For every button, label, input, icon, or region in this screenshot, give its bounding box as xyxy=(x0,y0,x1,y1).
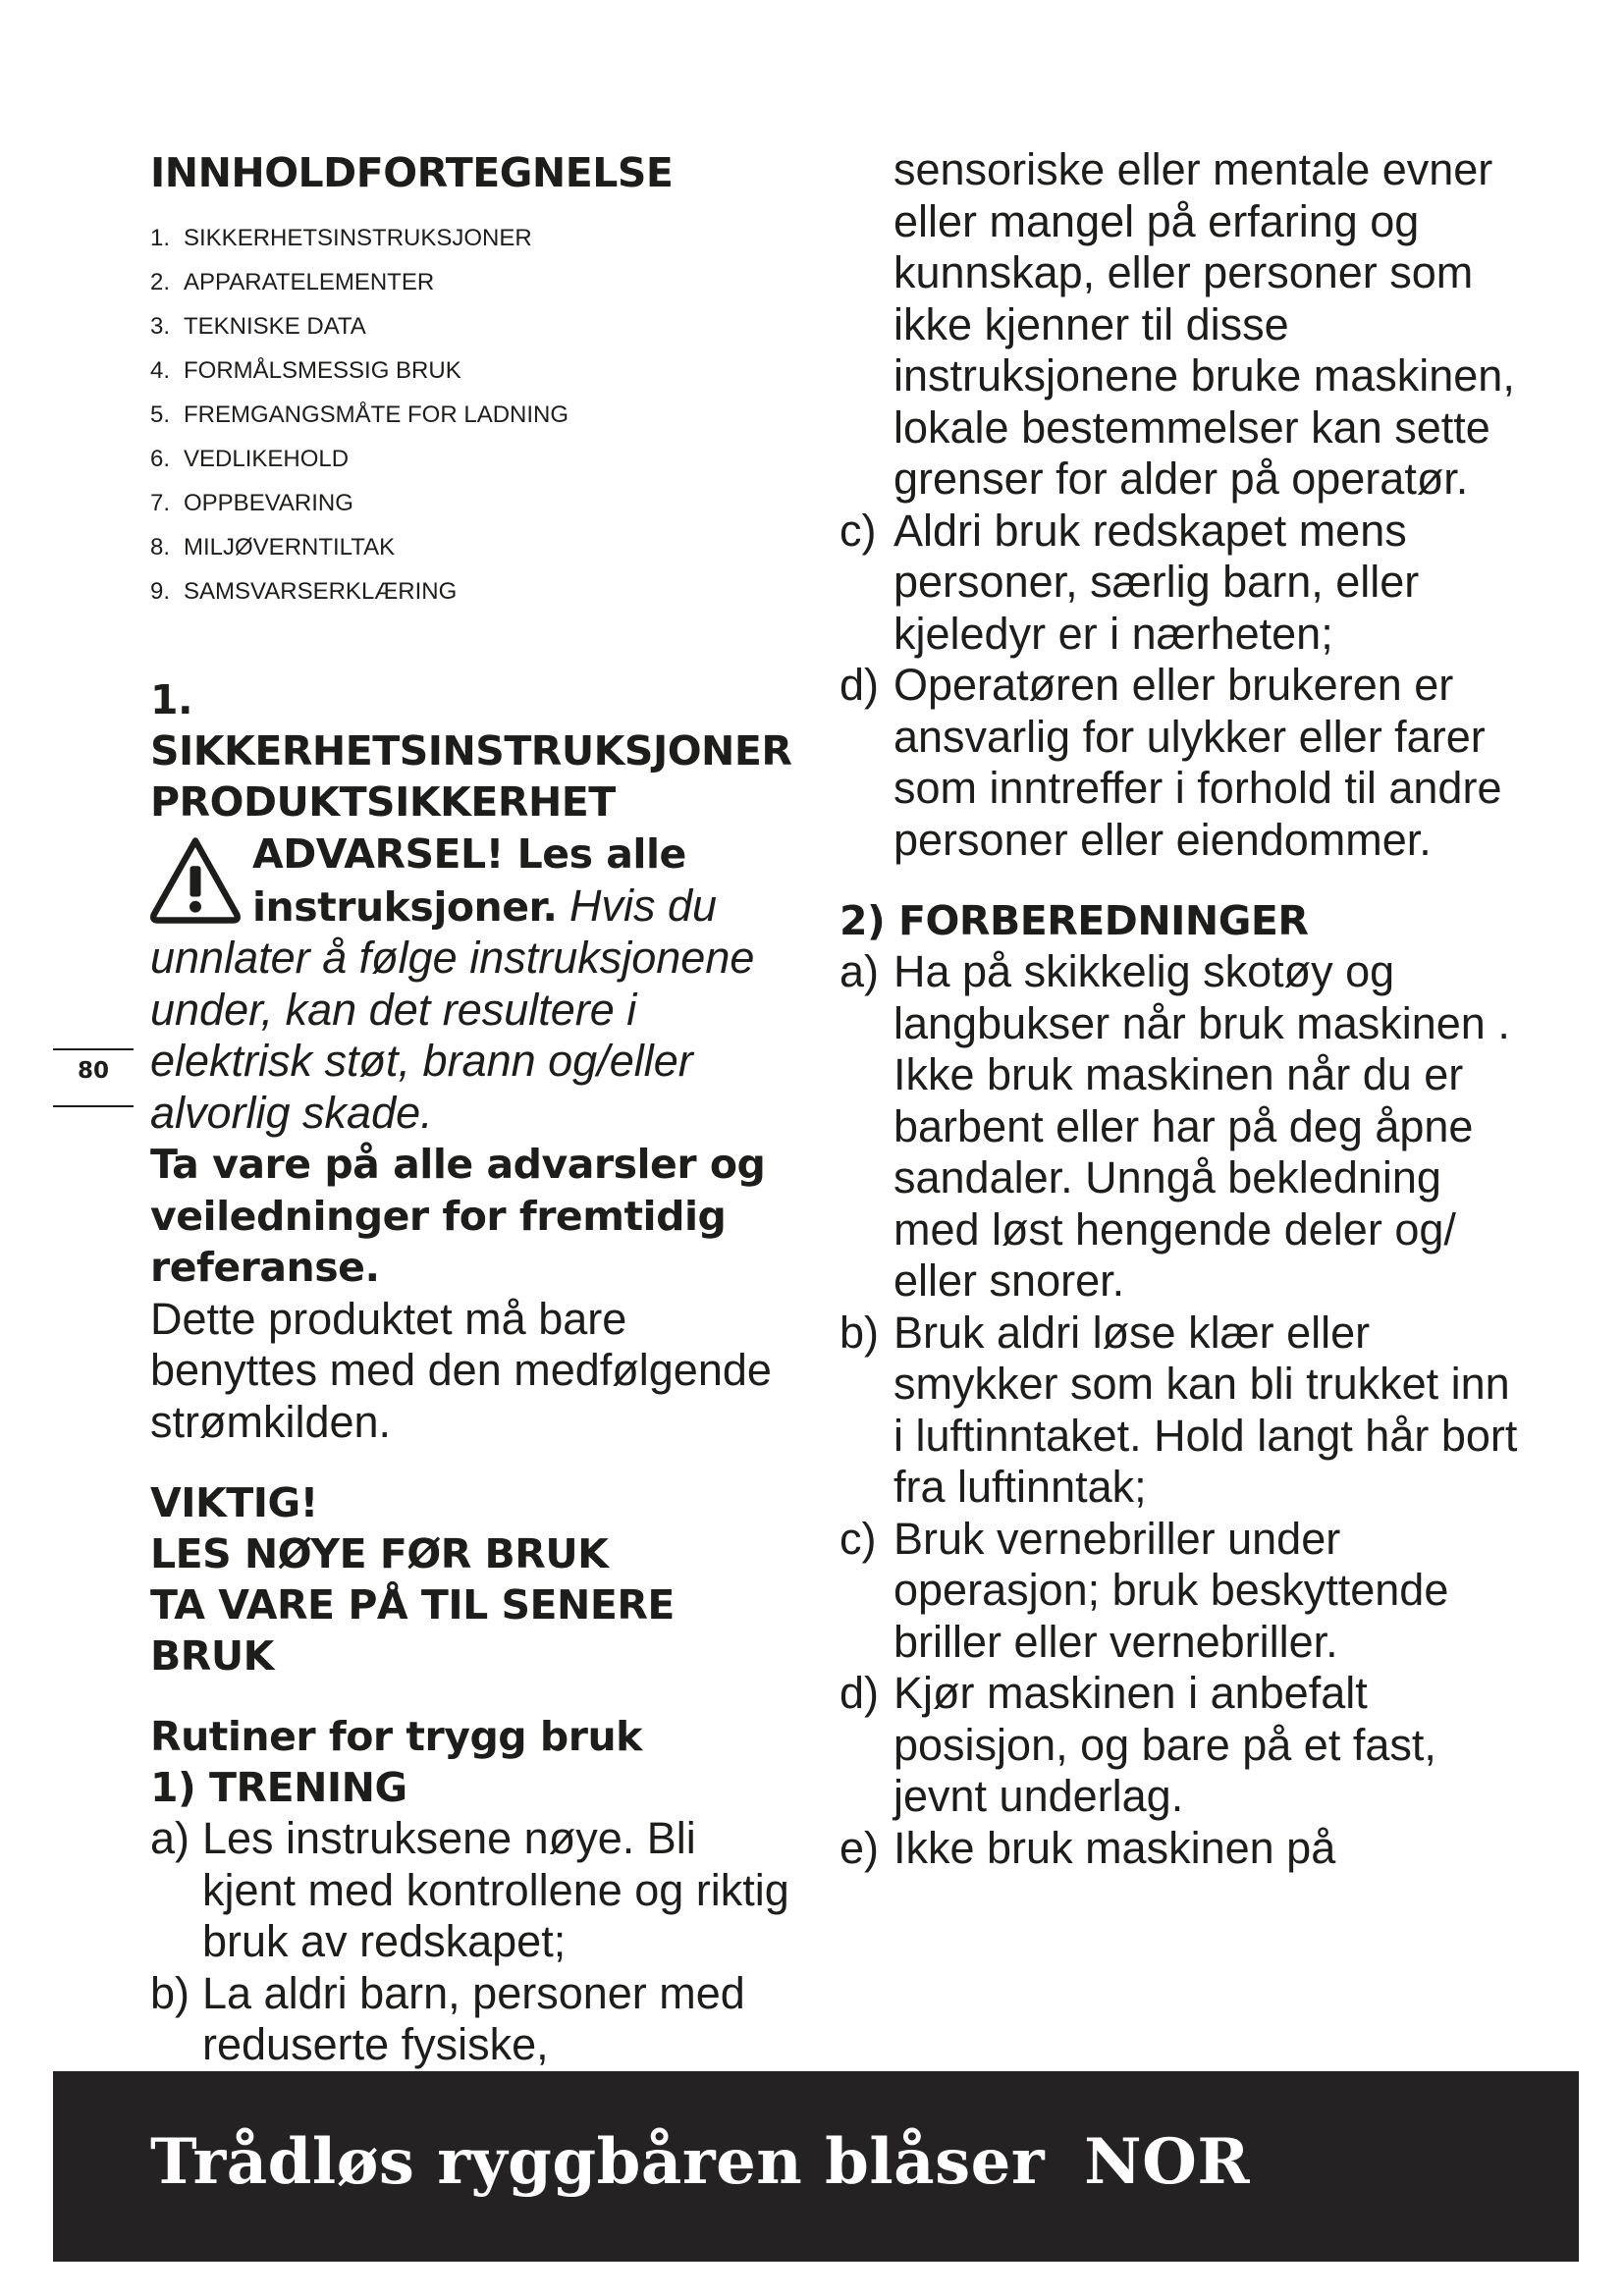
section2-heading: 2) FORBEREDNINGER xyxy=(839,897,1309,944)
warning-title: ADVARSEL! Les alle instruksjoner. xyxy=(252,830,686,931)
toc-item[interactable]: 1. SIKKERHETSINSTRUKSJONER xyxy=(150,225,532,251)
toc-title: INNHOLDFORTEGNELSE xyxy=(150,149,674,196)
page-number: 80 xyxy=(77,1058,109,1084)
product-title: Trådløs ryggbåren blåser xyxy=(150,2125,1046,2199)
left-column xyxy=(150,137,798,2071)
right-column xyxy=(839,144,1527,1874)
toc-item[interactable]: 8. MILJØVERNTILTAK xyxy=(150,534,396,561)
power-source-text: Dette produktet må bare benyttes med den medfølgende strømkilden. xyxy=(150,1293,772,1447)
warning-block xyxy=(150,828,798,1139)
list-item: a) Les instruksene nøye. Bli kjent med kontrollene og riktig bruk av redskapet; xyxy=(150,1813,789,1966)
toc-item[interactable]: 5. FREMGANGSMÅTE FOR LADNING xyxy=(150,401,569,428)
toc-item[interactable]: 4. FORMÅLSMESSIG BRUK xyxy=(150,357,461,384)
list-item: d) Kjør maskinen i anbefalt posisjon, og bare på et fast, jevnt underlag. xyxy=(839,1668,1436,1821)
language-code: NOR xyxy=(1084,2125,1251,2199)
warning-text: Hvis du unnlater å følge instruksjonene under, kan det resultere i elektrisk støt, brann og/eller alvorlig skade. xyxy=(150,880,755,1138)
keep-instructions-text: Ta vare på alle advarsler og veiledninger for fremtidig referanse. xyxy=(150,1141,766,1291)
toc-item[interactable]: 2. APPARATELEMENTER xyxy=(150,269,435,295)
warning-triangle-icon xyxy=(150,835,241,926)
footer-bar xyxy=(53,2071,1579,2262)
section1-heading: 1. SIKKERHETSINSTRUKSJONER PRODUKTSIKKERHET xyxy=(150,676,792,826)
toc-list xyxy=(150,216,798,614)
page-number-marker xyxy=(53,1048,134,1107)
toc-item[interactable]: 6. VEDLIKEHOLD xyxy=(150,446,350,472)
list-item: b) La aldri barn, personer med reduserte fysiske, xyxy=(150,1967,745,2069)
toc-item[interactable]: 9. SAMSVARSERKLÆRING xyxy=(150,578,458,605)
list-item: d) Operatøren eller brukeren er ansvarlig for ulykker eller farer som inntreffer i forhold til andre personer eller eiendommer. xyxy=(839,660,1502,865)
toc-item[interactable]: 7. OPPBEVARING xyxy=(150,490,353,516)
list-item-continued: sensoriske eller mentale evner eller mangel på erfaring og kunnskap, eller personer som ikke kjenner til disse instruksjonene bruke maskinen, lokale bestemmelser kan sette grenser for alder på operatør. xyxy=(893,144,1515,504)
toc-item[interactable]: 3. TEKNISKE DATA xyxy=(150,313,366,340)
routines-heading: Rutiner for trygg bruk xyxy=(150,1713,642,1760)
list-item: a) Ha på skikkelig skotøy og langbukser når bruk maskinen . Ikke bruk maskinen når du er barbent eller har på deg åpne sandaler. Unngå bekledning med løst hengende deler og/ eller snorer. xyxy=(839,946,1510,1306)
training-heading: 1) TRENING xyxy=(150,1764,407,1811)
list-item: b) Bruk aldri løse klær eller smykker som kan bli trukket inn i luftinntaket. Hold langt hår bort fra luftinntak; xyxy=(839,1307,1518,1512)
list-item: e) Ikke bruk maskinen på xyxy=(839,1822,1336,1873)
list-item: c) Bruk vernebriller under operasjon; bruk beskyttende briller eller vernebriller. xyxy=(839,1513,1449,1667)
list-item: c) Aldri bruk redskapet mens personer, særlig barn, eller kjeledyr er i nærheten; xyxy=(839,505,1420,659)
important-block: VIKTIG! LES NØYE FØR BRUK TA VARE PÅ TIL SENERE BRUK xyxy=(150,1479,675,1680)
